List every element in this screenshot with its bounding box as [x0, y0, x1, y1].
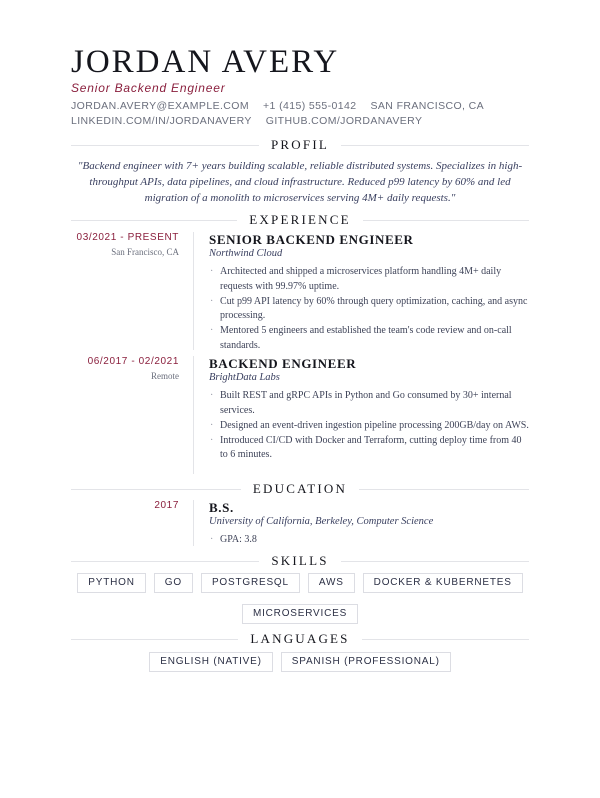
skills-heading: SKILLS: [271, 553, 329, 568]
divider: [71, 489, 241, 490]
skill-tag: DOCKER & KUBERNETES: [363, 573, 523, 593]
entry-meta: [71, 500, 179, 511]
experience-heading: EXPERIENCE: [249, 212, 351, 227]
skills-row-2: [71, 604, 529, 624]
entry-body: [209, 356, 529, 463]
list-item: · Introduced CI/CD with Docker and Terraform, cutting deploy time from 40 to 6 minutes.: [209, 434, 529, 463]
skill-tag: AWS: [308, 573, 355, 593]
candidate-role: Senior Backend Engineer: [71, 81, 226, 95]
entry-dates: 03/2021 - PRESENT: [76, 232, 179, 243]
bullet-list: [209, 533, 529, 548]
company-name: BrightData Labs: [209, 372, 280, 383]
contact-line-2: [71, 115, 436, 127]
skill-tag: GO: [154, 573, 193, 593]
languages-heading: LANGUAGES: [250, 631, 350, 646]
job-title: SENIOR BACKEND ENGINEER: [209, 232, 414, 247]
divider: [71, 639, 238, 640]
list-item: · Cut p99 API latency by 60% through query optimization, caching, and async processing.: [209, 295, 529, 324]
experience-entry: [71, 232, 529, 352]
divider: [362, 639, 529, 640]
list-item: · Architected and shipped a microservices platform handling 4M+ daily requests with 99.97% uptime.: [209, 265, 529, 294]
profile-section-heading: [71, 137, 529, 153]
profile-summary: "Backend engineer with 7+ years building scalable, reliable distributed systems. Specializes in high-throughput APIs, data pipelines, and cloud infrastructure. Reduced p99 latency by 60% and led migration of a monolith to microservices serving 4M+ daily requests.": [77, 160, 523, 204]
languages-section-heading: [71, 631, 529, 647]
skills-section-heading: [71, 553, 529, 569]
skills-row-1: [71, 573, 529, 593]
list-item: · Mentored 5 engineers and established the team's code review and on-call standards.: [209, 324, 529, 353]
divider: [71, 145, 259, 146]
list-item: · Designed an event-driven ingestion pipeline processing 200GB/day on AWS.: [209, 419, 529, 434]
bullet-list: [209, 265, 529, 353]
email-link[interactable]: JORDAN.AVERY@EXAMPLE.COM: [71, 100, 249, 112]
school-name: University of California, Berkeley, Computer Science: [209, 516, 434, 527]
contact-line-1: [71, 100, 498, 112]
list-item: · Built REST and gRPC APIs in Python and Go consumed by 30+ internal services.: [209, 389, 529, 418]
list-item: · GPA: 3.8: [209, 533, 529, 548]
divider: [363, 220, 529, 221]
entry-location: San Francisco, CA: [111, 247, 179, 257]
divider: [341, 561, 529, 562]
job-title: BACKEND ENGINEER: [209, 356, 357, 371]
skill-tag: POSTGRESQL: [201, 573, 300, 593]
location-text: SAN FRANCISCO, CA: [370, 100, 485, 112]
phone-text: +1 (415) 555-0142: [263, 100, 357, 112]
timeline-line: [193, 232, 194, 350]
entry-dates: 06/2017 - 02/2021: [87, 356, 179, 367]
skill-tag: MICROSERVICES: [242, 604, 358, 624]
linkedin-link[interactable]: LINKEDIN.COM/IN/JORDANAVERY: [71, 115, 252, 127]
divider: [71, 561, 259, 562]
company-name: Northwind Cloud: [209, 248, 283, 259]
bullet-list: [209, 389, 529, 463]
degree-title: B.S.: [209, 500, 234, 515]
language-tag: ENGLISH (NATIVE): [149, 652, 273, 672]
experience-entry: [71, 356, 529, 476]
entry-meta: [71, 232, 179, 257]
entry-location: Remote: [151, 371, 179, 381]
education-heading: EDUCATION: [252, 481, 348, 496]
entry-year: 2017: [154, 500, 179, 511]
entry-body: [209, 500, 529, 548]
language-tag: SPANISH (PROFESSIONAL): [281, 652, 451, 672]
entry-meta: [71, 356, 179, 381]
github-link[interactable]: GITHUB.COM/JORDANAVERY: [265, 115, 423, 127]
education-section-heading: [71, 481, 529, 497]
timeline-line: [193, 356, 194, 474]
divider: [359, 489, 529, 490]
entry-body: [209, 232, 529, 354]
education-entry: [71, 500, 529, 546]
timeline-line: [193, 500, 194, 546]
divider: [341, 145, 529, 146]
profile-heading: PROFIL: [271, 137, 329, 152]
divider: [71, 220, 237, 221]
skill-tag: PYTHON: [77, 573, 145, 593]
experience-section-heading: [71, 212, 529, 228]
candidate-name: JORDAN AVERY: [71, 44, 340, 80]
languages-row: [71, 652, 529, 672]
